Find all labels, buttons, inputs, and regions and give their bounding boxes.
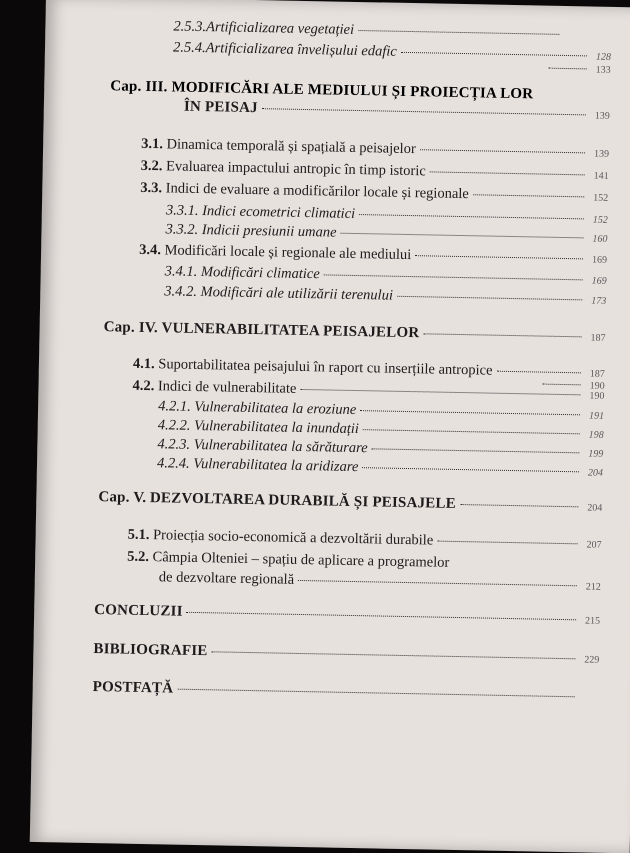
- toc-entry-4-1: [133, 356, 605, 382]
- entry-page: 133: [591, 64, 611, 75]
- leader-dots: [397, 295, 582, 301]
- entry-page: 191: [584, 410, 604, 421]
- leader-dots: [473, 193, 584, 197]
- chapter-label: Cap. III.: [110, 78, 168, 96]
- entry-page: 198: [584, 429, 604, 440]
- leader-dots: [358, 29, 559, 35]
- entry-title: Indici de vulnerabilitate: [158, 378, 297, 398]
- entry-title-line-1: Câmpia Olteniei – spațiu de aplicare a programelor: [152, 549, 449, 572]
- entry-title: Indici de evaluare a modificărilor locale și regionale: [166, 180, 469, 203]
- entry-title: Indici ecometrici climatici: [202, 203, 355, 223]
- entry-title: Vulnerabilitatea la sărăturare: [193, 437, 367, 457]
- entry-number: 4.2.4.: [157, 455, 190, 473]
- chapter-label: Cap. V.: [98, 489, 146, 507]
- entry-number: 3.3.2.: [165, 221, 198, 239]
- chapter-title: VULNERABILITATEA PEISAJELOR: [161, 320, 419, 342]
- leader-dots: [324, 273, 583, 280]
- leader-dots: [262, 107, 586, 115]
- entry-page: 204: [583, 467, 603, 478]
- entry-number: 3.3.1.: [166, 202, 199, 220]
- entry-title: Evaluarea impactului antropic în timp istoric: [166, 158, 426, 180]
- entry-page: 204: [582, 502, 602, 513]
- leader-dots: [549, 67, 587, 70]
- entry-page: 187: [585, 332, 605, 343]
- entry-title: BIBLIOGRAFIE: [93, 641, 207, 660]
- entry-page: 212: [581, 581, 601, 592]
- toc-concluzii: [94, 602, 600, 629]
- entry-number: 4.2.1.: [158, 398, 191, 416]
- entry-number: 4.2.3.: [157, 436, 190, 454]
- entry-page: 128: [591, 51, 611, 62]
- leader-dots: [401, 51, 587, 57]
- entry-page: 190: [585, 380, 605, 391]
- entry-page: 190: [584, 390, 604, 401]
- leader-dots: [372, 447, 580, 453]
- entry-number: 3.3.: [140, 180, 162, 197]
- leader-dots: [187, 611, 576, 620]
- entry-page: 160: [587, 233, 607, 244]
- entry-page: 199: [583, 448, 603, 459]
- entry-page: 152: [588, 214, 608, 225]
- toc-entry-page-continuation: [545, 64, 611, 76]
- toc-entry-5-1: [128, 527, 602, 553]
- entry-number: 2.5.4.: [173, 39, 206, 57]
- leader-dots: [300, 388, 580, 395]
- entry-title: Vulnerabilitatea la inundații: [194, 418, 359, 438]
- toc-chapter-4: [103, 319, 605, 346]
- entry-page: 169: [587, 254, 607, 265]
- leader-dots: [420, 148, 585, 153]
- entry-title: Artificializarea vegetației: [206, 19, 354, 39]
- leader-dots: [430, 170, 585, 175]
- entry-number: 3.4.: [139, 242, 161, 259]
- entry-number: 2.5.3.: [173, 18, 206, 36]
- toc-entry-2-5-3: [173, 18, 583, 43]
- entry-page: 139: [590, 110, 610, 121]
- entry-title: Suportabilitatea peisajului în raport cu inserțiile antropice: [158, 356, 492, 379]
- toc-entry-2-5-4: [173, 39, 611, 64]
- chapter-label: Cap. IV.: [103, 319, 158, 337]
- entry-title: Dinamica temporală și spațială a peisajelor: [166, 136, 415, 158]
- entry-title: Modificări climatice: [201, 264, 320, 283]
- chapter-title-line-2: ÎN PEISAJ: [184, 99, 258, 117]
- leader-dots: [363, 428, 580, 434]
- entry-title: Indicii presiunii umane: [202, 222, 337, 242]
- entry-number: 3.2.: [141, 158, 163, 175]
- entry-title: Vulnerabilitatea la eroziune: [194, 399, 356, 419]
- leader-dots: [460, 503, 578, 507]
- entry-page: 215: [580, 615, 600, 626]
- leader-dots: [415, 254, 583, 259]
- leader-dots: [298, 579, 577, 586]
- leader-dots: [359, 213, 584, 219]
- toc-entry-3-1: [141, 136, 609, 162]
- toc-bibliografie: [93, 641, 599, 668]
- leader-dots: [177, 688, 574, 698]
- entry-title: Artificializarea învelișului edafic: [205, 40, 396, 61]
- entry-number: 4.1.: [133, 356, 155, 373]
- entry-page: 229: [579, 654, 599, 665]
- entry-page: 207: [581, 539, 601, 550]
- book-page: [30, 0, 630, 853]
- entry-number: 5.2.: [127, 549, 149, 566]
- leader-dots: [341, 232, 584, 239]
- entry-page: 152: [588, 192, 608, 203]
- entry-title: POSTFAȚĂ: [93, 679, 174, 698]
- entry-title: CONCLUZII: [94, 602, 183, 621]
- entry-number: 3.4.1.: [165, 263, 198, 281]
- entry-title-line-2: de dezvoltare regională: [159, 569, 295, 589]
- chapter-title: DEZVOLTAREA DURABILĂ ȘI PEISAJELE: [150, 490, 456, 513]
- leader-dots: [423, 332, 581, 337]
- leader-dots: [362, 466, 579, 472]
- chapter-title-line-1: MODIFICĂRI ALE MEDIULUI ȘI PROIECȚIA LOR: [171, 79, 533, 103]
- entry-title: Proiecția socio-economică a dezvoltării durabile: [153, 527, 433, 549]
- entry-number: 3.4.2.: [164, 283, 197, 301]
- leader-dots: [496, 370, 580, 374]
- entry-number: 4.2.2.: [158, 417, 191, 435]
- entry-number: 5.1.: [128, 527, 150, 544]
- toc-entry-3-2: [141, 158, 609, 184]
- entry-number: 3.1.: [141, 136, 163, 153]
- entry-page: 139: [589, 148, 609, 159]
- leader-dots: [360, 409, 580, 415]
- toc-postfata: [93, 679, 599, 706]
- entry-title: Modificări locale și regionale ale mediului: [164, 242, 411, 264]
- leader-dots: [212, 650, 576, 659]
- leader-dots: [437, 540, 577, 545]
- entry-page: 187: [585, 368, 605, 379]
- entry-page: 173: [586, 295, 606, 306]
- entry-page: 169: [587, 275, 607, 286]
- entry-number: 4.2.: [132, 378, 154, 395]
- entry-page: 141: [589, 170, 609, 181]
- toc-chapter-5: [98, 489, 602, 516]
- toc-entry-3-3: [140, 180, 608, 206]
- entry-title: Modificări ale utilizării terenului: [200, 284, 393, 305]
- entry-title: Vulnerabilitatea la aridizare: [193, 456, 358, 476]
